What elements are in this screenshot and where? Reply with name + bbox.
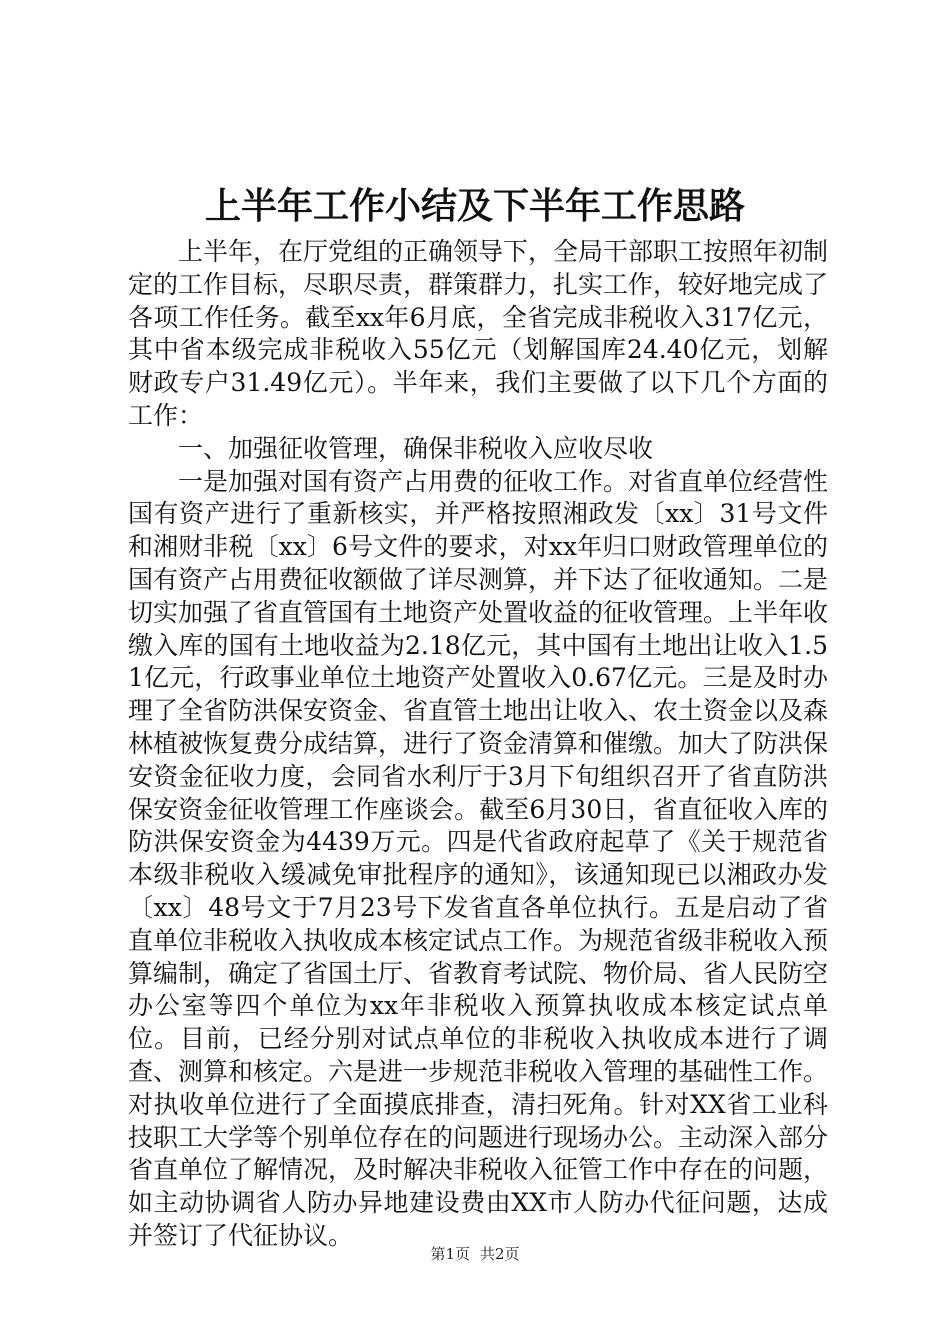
document-body	[128, 236, 828, 1253]
intro-paragraph: 上半年，在厅党组的正确领导下，全局干部职工按照年初制定的工作目标，尽职尽责，群策群力，扎实工作，较好地完成了各项工作任务。截至xx年6月底，全省完成非税收入317亿元，其中省本级完成非税收入55亿元（划解国库24.40亿元，划解财政专户31.49亿元）。半年来，我们主要做了以下几个方面的工作：	[128, 237, 829, 430]
document-title: 上半年工作小结及下半年工作思路	[204, 185, 745, 227]
section-heading: 一、加强征收管理，确保非税收入应收尽收	[178, 433, 654, 463]
page-footer	[0, 1244, 950, 1264]
detail-paragraph: 一是加强对国有资产占用费的征收工作。对省直单位经营性国有资产进行了重新核实，并严格按照湘政发〔xx〕31号文件和湘财非税〔xx〕6号文件的要求，对xx年归口财政管理单位的国有资产占用费征收额做了详尽测算，并下达了征收通知。二是切实加强了省直管国有土地资产处置收益的征收管理。上半年收缴入库的国有土地收益为2.18亿元，其中国有土地出让收入1.51亿元，行政事业单位土地资产处置收入0.67亿元。三是及时办理了全省防洪保安资金、省直管土地出让收入、农土资金以及森林植被恢复费分成结算，进行了资金清算和催缴。加大了防洪保安资金征收力度，会同省水利厅于3月下旬组织召开了省直防洪保安资金征收管理工作座谈会。截至6月30日，省直征收入库的防洪保安资金为4439万元。四是代省政府起草了《关于规范省本级非税收入缓减免审批程序的通知》，该通知现已以湘政办发〔xx〕48号文于7月23号下发省直各单位执行。五是启动了省直单位非税收入执收成本核定试点工作。为规范省级非税收入预算编制，确定了省国土厅、省教育考试院、物价局、省人民防空办公室等四个单位为xx年非税收入预算执收成本核定试点单位。目前，已经分别对试点单位的非税收入执收成本进行了调查、测算和核定。六是进一步规范非税收入管理的基础性工作。对执收单位进行了全面摸底排查，清扫死角。针对XX省工业科技职工大学等个别单位存在的问题进行现场办公。主动深入部分省直单位了解情况，及时解决非税收入征管工作中存在的问题，如主动协调省人防办异地建设费由XX市人防办代征问题，达成并签订了代征协议。	[128, 466, 829, 1250]
page-number: 第1页	[430, 1245, 470, 1263]
page-total: 共2页	[480, 1245, 520, 1263]
